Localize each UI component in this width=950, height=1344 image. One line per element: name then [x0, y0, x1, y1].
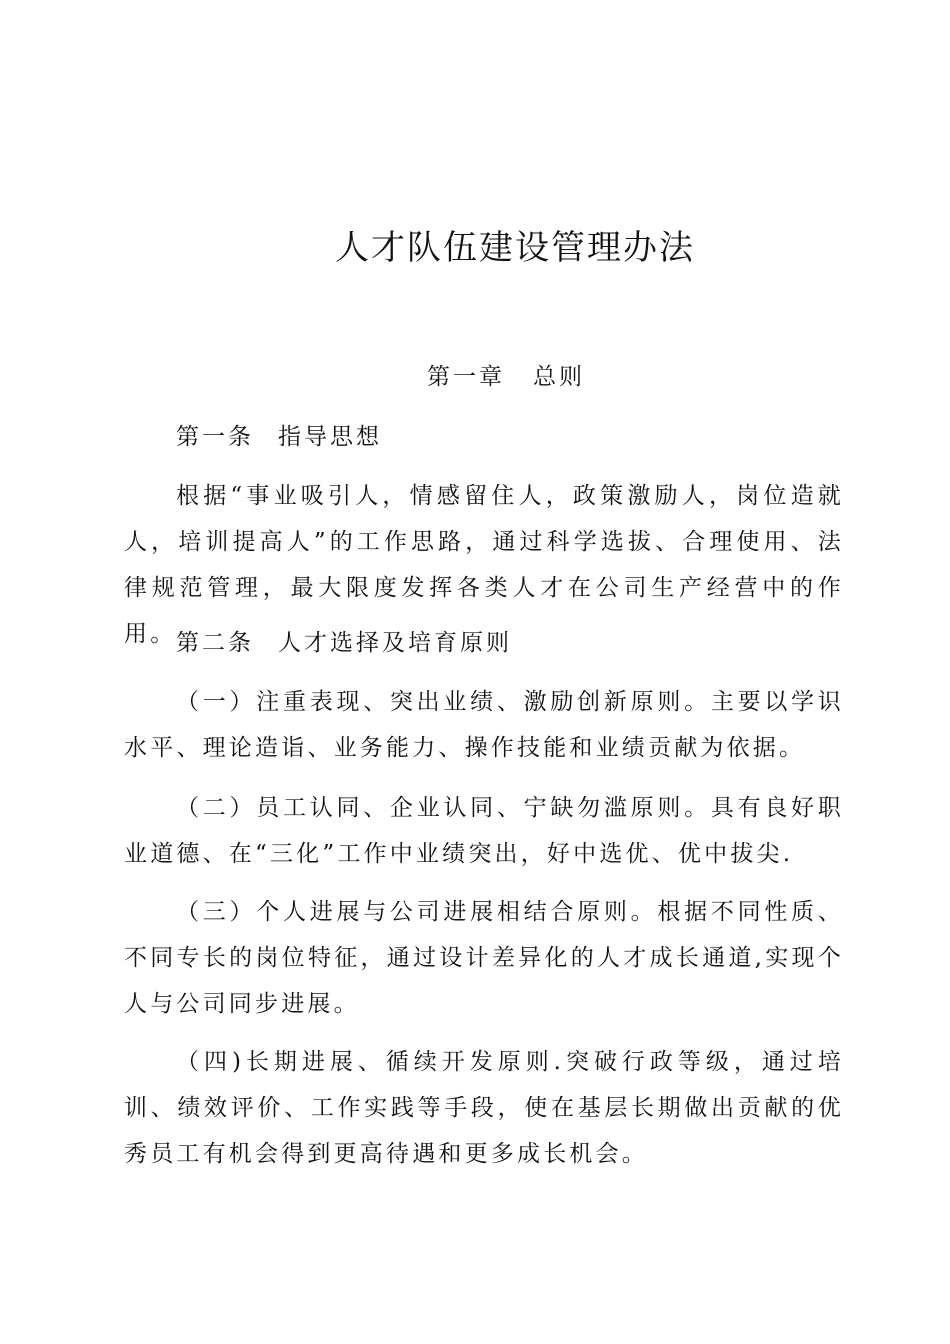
- article-paragraph: （二）员工认同、企业认同、宁缺勿滥原则。具有良好职业道德、在“三化”工作中业绩突出，好中选优、优中拔尖.: [124, 795, 844, 867]
- chapter-heading: [0, 360, 950, 394]
- chapter-name: 总则: [533, 364, 585, 390]
- article-paragraph: （三）个人进展与公司进展相结合原则。根据不同性质、不同专长的岗位特征，通过设计差异化的人才成长通道,实现个人与公司同步进展。: [124, 899, 844, 1017]
- article-paragraph: 根据“事业吸引人，情感留住人，政策激励人，岗位造就人，培训提高人”的工作思路，通过科学选拔、合理使用、法律规范管理，最大限度发挥各类人才在公司生产经营中的作用。: [124, 483, 844, 647]
- article-paragraph: （四)长期进展、循续开发原则.突破行政等级，通过培训、绩效评价、工作实践等手段，使在基层长期做出贡献的优秀员工有机会得到更高待遇和更多成长机会。: [124, 1049, 844, 1167]
- document-title: 人才队伍建设管理办法: [335, 228, 695, 268]
- article-label: 第二条: [176, 630, 254, 656]
- chapter-label: 第一章: [427, 364, 505, 390]
- article-name: 人才选择及培育原则: [278, 630, 512, 656]
- article-paragraph: （一）注重表现、突出业绩、激励创新原则。主要以学识水平、理论造诣、业务能力、操作技能和业绩贡献为依据。: [124, 689, 844, 761]
- article-name: 指导思想: [278, 424, 382, 450]
- article-label: 第一条: [176, 424, 254, 450]
- article-heading: [176, 626, 512, 660]
- article-heading: [176, 420, 382, 454]
